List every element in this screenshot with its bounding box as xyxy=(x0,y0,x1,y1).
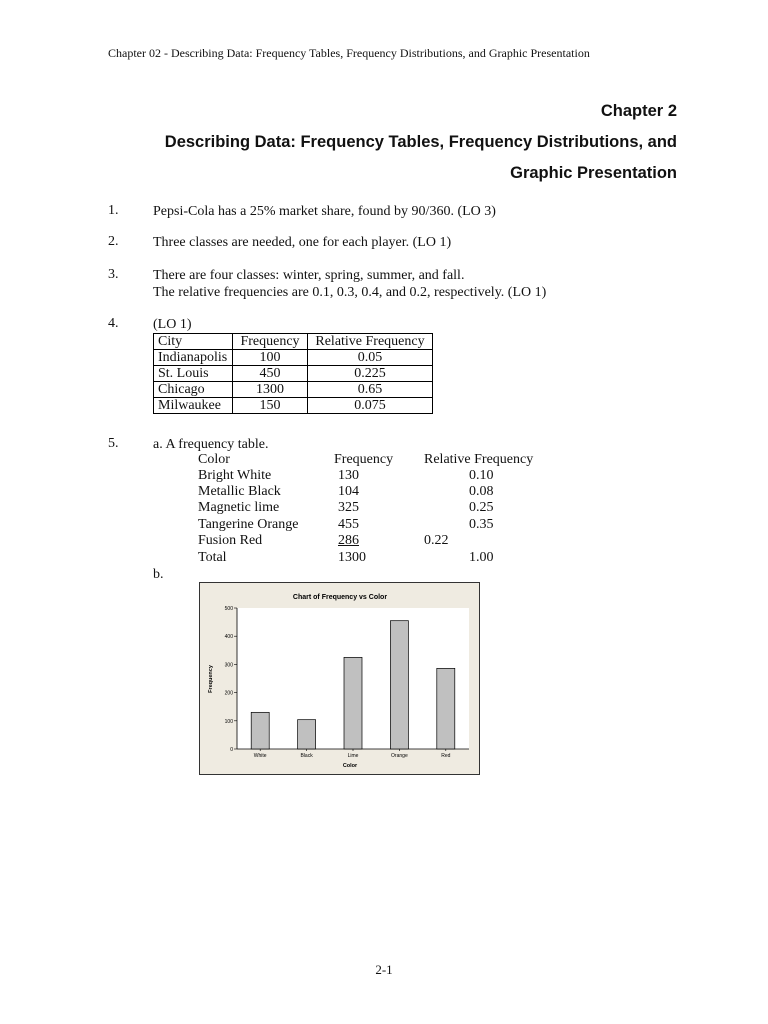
item-number-3: 3. xyxy=(108,267,119,282)
color-row-label: Magnetic lime xyxy=(198,500,280,515)
item-number-4: 4. xyxy=(108,316,119,331)
color-row-frequency: 325 xyxy=(338,500,359,515)
color-row-relative: 0.08 xyxy=(469,484,494,499)
item-text-1: Pepsi-Cola has a 25% market share, found by 90/360. (LO 3) xyxy=(153,204,496,219)
item-number-1: 1. xyxy=(108,203,119,218)
color-table-header-relative-frequency: Relative Frequency xyxy=(424,452,534,467)
item-text-3-line-1: There are four classes: winter, spring, summer, and fall. xyxy=(153,268,465,283)
y-tick-label: 200 xyxy=(224,690,233,697)
y-tick-label: 100 xyxy=(224,718,233,725)
table-cell: 0.65 xyxy=(308,382,433,398)
table-cell: 0.05 xyxy=(308,350,433,366)
chapter-title-line-1: Describing Data: Frequency Tables, Frequency Distributions, and xyxy=(164,133,677,151)
y-tick-label: 500 xyxy=(224,606,233,612)
x-axis-label: Color xyxy=(342,763,358,769)
y-axis-label: Frequency xyxy=(208,665,214,693)
color-total-relative: 1.00 xyxy=(469,550,494,565)
color-row-relative: 0.22 xyxy=(424,533,449,548)
color-total-label: Total xyxy=(198,550,227,565)
x-tick-label: Lime xyxy=(347,753,359,759)
color-row-frequency: 104 xyxy=(338,484,359,499)
bar-chart xyxy=(200,583,479,774)
color-row-label: Tangerine Orange xyxy=(198,517,299,532)
y-tick-label: 300 xyxy=(224,662,233,669)
item-text-3-line-2: The relative frequencies are 0.1, 0.3, 0.4, and 0.2, respectively. (LO 1) xyxy=(153,285,547,300)
running-head: Chapter 02 - Describing Data: Frequency Tables, Frequency Distributions, and Graphic Presentation xyxy=(108,46,590,60)
color-row-fusion-red-underlined xyxy=(338,533,449,549)
table-row xyxy=(154,382,433,398)
x-tick-label: Red xyxy=(441,753,451,759)
page-number: 2-1 xyxy=(375,962,393,977)
color-table-header-frequency: Frequency xyxy=(334,452,394,467)
bar xyxy=(251,712,269,749)
color-row-label: Fusion Red xyxy=(198,533,263,548)
color-table-header-color: Color xyxy=(198,452,230,467)
chapter-title-line-2: Graphic Presentation xyxy=(510,164,677,182)
color-row-relative: 0.25 xyxy=(469,500,494,515)
table-cell: St. Louis xyxy=(154,366,233,382)
table-cell: Chicago xyxy=(154,382,233,398)
y-tick-label: 400 xyxy=(224,634,233,641)
table-cell: 100 xyxy=(233,350,308,366)
item-number-2: 2. xyxy=(108,234,119,249)
table-row xyxy=(154,398,433,414)
table-cell: Milwaukee xyxy=(154,398,233,414)
x-tick-label: Black xyxy=(300,753,313,759)
x-tick-label: Orange xyxy=(391,753,408,759)
table-cell: 1300 xyxy=(233,382,308,398)
bar-chart-panel xyxy=(199,582,480,775)
bar xyxy=(344,657,362,749)
table-cell: 150 xyxy=(233,398,308,414)
item-number-5: 5. xyxy=(108,436,119,451)
table-row xyxy=(154,366,433,382)
chart-title: Chart of Frequency vs Color xyxy=(292,594,388,601)
chapter-number: Chapter 2 xyxy=(600,102,677,120)
item-text-5b: b. xyxy=(153,567,164,582)
y-tick-label: 0 xyxy=(230,747,233,753)
color-row-frequency: 286 xyxy=(338,533,359,548)
table-header-frequency: Frequency xyxy=(233,334,308,350)
color-row-label: Bright White xyxy=(198,468,272,483)
table-cell: 0.225 xyxy=(308,366,433,382)
table-cell: 450 xyxy=(233,366,308,382)
item-text-2: Three classes are needed, one for each player. (LO 1) xyxy=(153,235,452,250)
color-row-relative: 0.35 xyxy=(469,517,494,532)
color-row-relative: 0.10 xyxy=(469,468,494,483)
bar xyxy=(298,720,316,749)
city-frequency-table xyxy=(153,333,433,414)
item-text-5a: a. A frequency table. xyxy=(153,437,269,452)
table-header-relative-frequency: Relative Frequency xyxy=(308,334,433,350)
color-row-frequency: 130 xyxy=(338,468,359,483)
color-row-frequency: 455 xyxy=(338,517,359,532)
bar xyxy=(437,668,455,749)
x-tick-label: White xyxy=(253,753,267,759)
table-cell: 0.075 xyxy=(308,398,433,414)
table-header-city: City xyxy=(154,334,233,350)
bar xyxy=(390,621,408,749)
table-cell: Indianapolis xyxy=(154,350,233,366)
table-row xyxy=(154,350,433,366)
color-row-label: Metallic Black xyxy=(198,484,281,499)
item-text-4: (LO 1) xyxy=(153,317,192,332)
table-header-row xyxy=(154,334,433,350)
color-total-frequency: 1300 xyxy=(338,550,366,565)
